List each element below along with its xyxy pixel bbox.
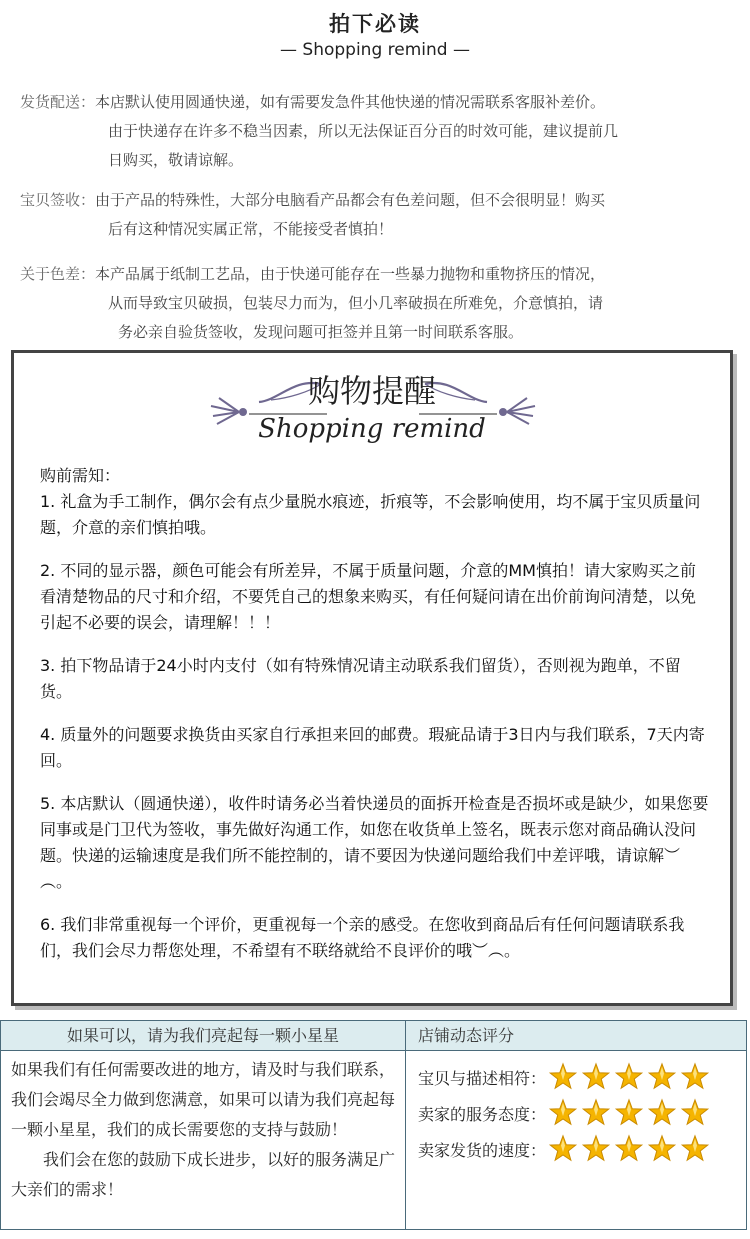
notice-line: 由于快递存在许多不稳当因素，所以无法保证百分百的时效可能，建议提前几 [108, 122, 619, 140]
shop-rating-header: 店铺动态评分 [406, 1021, 746, 1051]
rating-label: 卖家发货的速度： [418, 1140, 547, 1160]
shopping-reminder-box [11, 350, 733, 1006]
reminder-item: 2. 不同的显示器，颜色可能会有所差异，不属于质量问题，介意的MM慎拍！请大家购买之前看清楚物品的尺寸和介绍，不要凭自己的想象来购买，有任何疑问请在出价前询问清楚，以免引起不必要的误会，请理解！！！ [40, 561, 697, 632]
star-icon[interactable] [548, 1098, 578, 1128]
reminder-item: 5. 本店默认（圆通快递），收件时请务必当着快递员的面拆开检查是否损坏或是缺少，如果您要同事或是门卫代为签收，事先做好沟通工作，如您在收货单上签名，既表示您对商品确认没问题。快递的运输速度是我们所不能控制的，请不要因为快递问题给我们中差评哦，请谅解︶︵。 [40, 794, 709, 891]
notice-label: 宝贝签收： [20, 191, 96, 209]
rating-row-description [418, 1059, 746, 1095]
star-icon[interactable] [680, 1098, 710, 1128]
star-icon[interactable] [680, 1062, 710, 1092]
reminder-content [40, 463, 710, 981]
notice-label: 发货配送： [20, 93, 96, 111]
shop-rating-body [406, 1051, 746, 1167]
star-icon[interactable] [581, 1098, 611, 1128]
star-icon[interactable] [548, 1062, 578, 1092]
star-icon[interactable] [548, 1134, 578, 1164]
star-icon[interactable] [614, 1062, 644, 1092]
star-icon[interactable] [680, 1134, 710, 1164]
star-icon[interactable] [581, 1062, 611, 1092]
star-icon[interactable] [614, 1134, 644, 1164]
notice-line: 从而导致宝贝破损，包装尽力而为，但小几率破损在所难免，介意慎拍，请 [108, 294, 604, 312]
rating-stars[interactable] [548, 1062, 713, 1092]
rating-label: 卖家的服务态度： [418, 1104, 547, 1124]
reminder-title: 购物提醒 [307, 372, 436, 410]
reminder-intro: 购前需知： [40, 466, 121, 485]
star-icon[interactable] [647, 1062, 677, 1092]
notice-line: 本产品属于纸制工艺品，由于快递可能存在一些暴力抛物和重物挤压的情况， [95, 265, 606, 283]
notice-line: 务必亲自验货签收，发现问题可拒签并且第一时间联系客服。 [118, 323, 524, 341]
star-icon[interactable] [581, 1134, 611, 1164]
feedback-request-header: 如果可以，请为我们亮起每一颗小星星 [1, 1021, 405, 1051]
rating-row-service [418, 1095, 746, 1131]
star-icon[interactable] [614, 1098, 644, 1128]
feedback-request-column [1, 1021, 406, 1229]
reminder-item: 6. 我们非常重视每一个评价，更重视每一个亲的感受。在您收到商品后有任何问题请联系我们，我们会尽力帮您处理，不希望有不联络就给不良评价的哦︶︵。 [40, 915, 685, 960]
page-header [0, 10, 750, 62]
notice-line: 后有这种情况实属正常，不能接受者慎拍！ [108, 220, 394, 238]
rating-stars[interactable] [548, 1098, 713, 1128]
reminder-banner [14, 371, 730, 445]
star-icon[interactable] [647, 1134, 677, 1164]
feedback-request-body [1, 1051, 405, 1205]
notice-line: 由于产品的特殊性，大部分电脑看产品都会有色差问题，但不会很明显！购买 [95, 191, 606, 209]
page-title: 拍下必读 [329, 12, 421, 36]
reminder-item: 3. 拍下物品请于24小时内支付（如有特殊情况请主动联系我们留货），否则视为跑单，不留货。 [40, 656, 681, 701]
feedback-paragraph: 如果我们有任何需要改进的地方，请及时与我们联系，我们会竭尽全力做到您满意，如果可以请为我们亮起每一颗小星星，我们的成长需要您的支持与鼓励！ [11, 1060, 396, 1139]
star-icon[interactable] [647, 1098, 677, 1128]
notice-receipt [20, 186, 720, 244]
rating-row-shipping [418, 1131, 746, 1167]
reminder-item: 1. 礼盒为手工制作，偶尔会有点少量脱水痕迹，折痕等，不会影响使用，均不属于宝贝质量问题，介意的亲们慎拍哦。 [40, 492, 701, 537]
feedback-paragraph: 我们会在您的鼓励下成长进步，以好的服务满足广大亲们的需求！ [11, 1150, 396, 1199]
rating-label: 宝贝与描述相符： [418, 1068, 547, 1088]
notice-line: 日购买，敬请谅解。 [108, 151, 244, 169]
feedback-table [0, 1020, 747, 1230]
reminder-item: 4. 质量外的问题要求换货由买家自行承担来回的邮费。瑕疵品请于3日内与我们联系，7天内寄回。 [40, 725, 705, 770]
notice-line: 本店默认使用圆通快递，如有需要发急件其他快递的情况需联系客服补差价。 [95, 93, 606, 111]
notice-shipping [20, 88, 720, 175]
notice-color [20, 260, 720, 347]
rating-stars[interactable] [548, 1134, 713, 1164]
page-subtitle: — Shopping remind — [280, 40, 470, 60]
shop-rating-column [406, 1021, 746, 1229]
notice-label: 关于色差： [20, 265, 96, 283]
reminder-subtitle: Shopping remind [258, 414, 486, 444]
